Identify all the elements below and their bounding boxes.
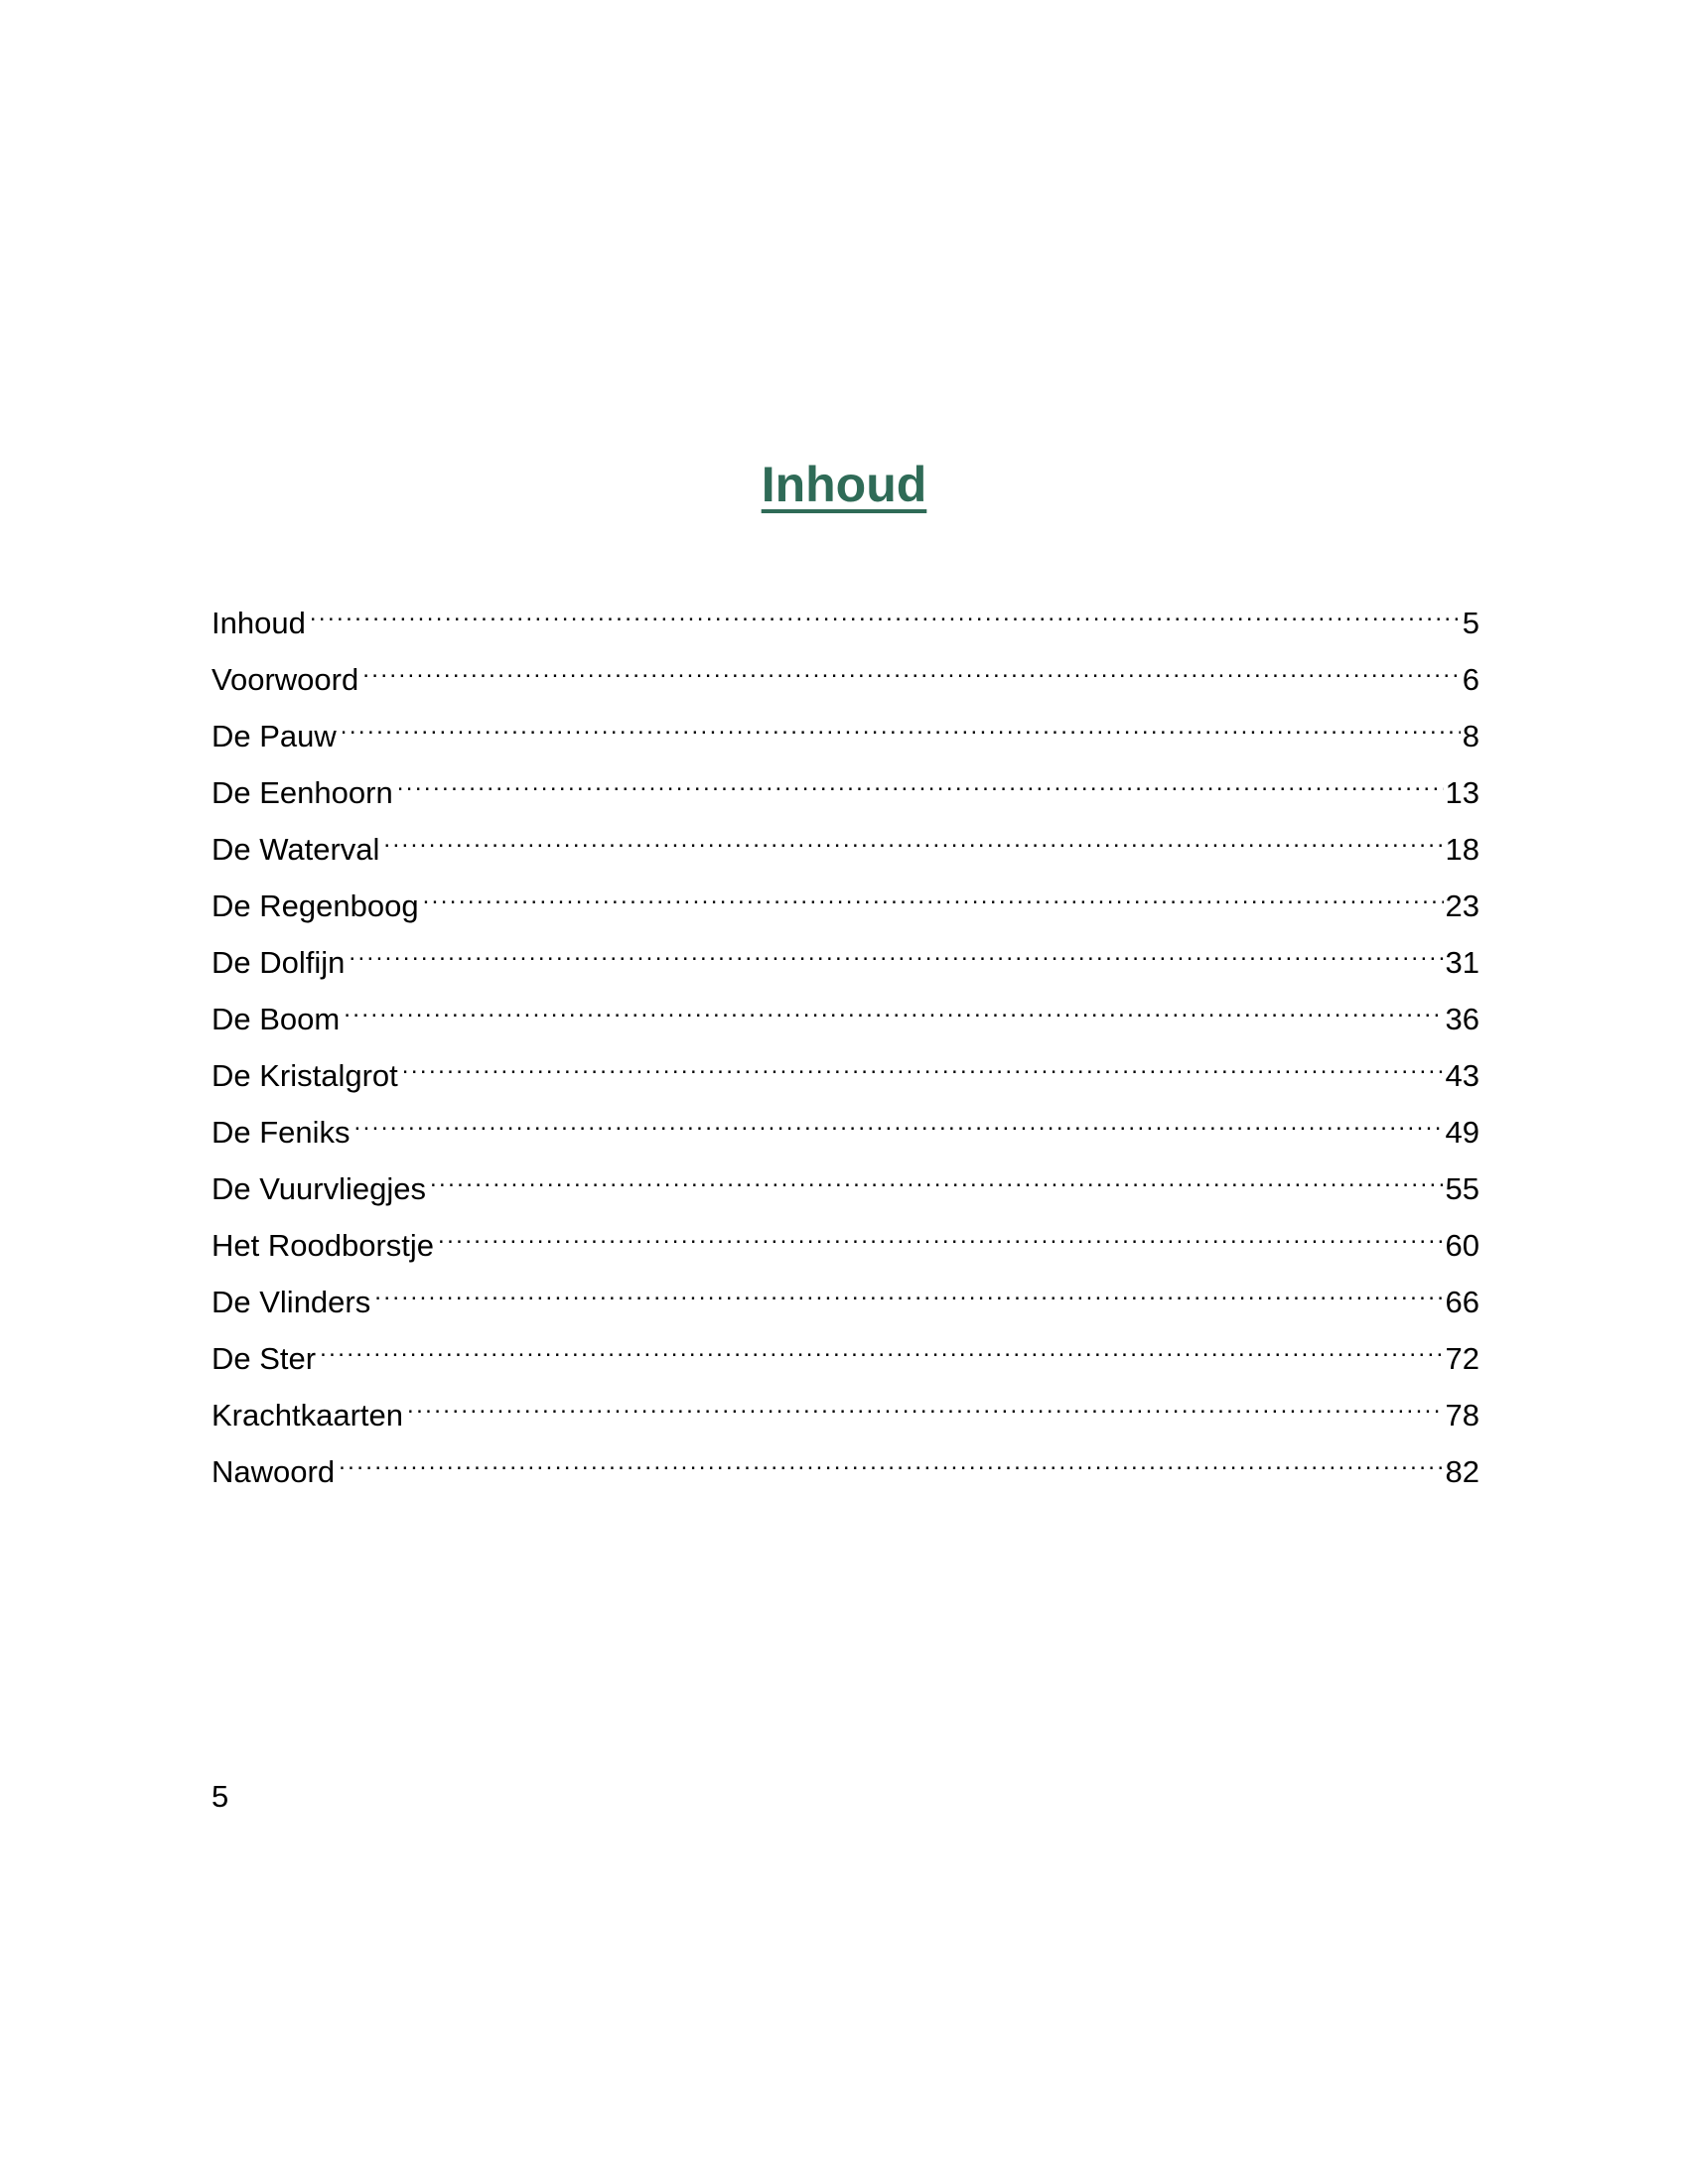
toc-dot-leader xyxy=(407,1386,1444,1426)
toc-entry-label: Inhoud xyxy=(211,606,306,640)
toc-entry[interactable] xyxy=(211,1329,1479,1386)
toc-entry-label: Krachtkaarten xyxy=(211,1398,403,1433)
toc-entry-page: 55 xyxy=(1445,1171,1479,1206)
page-title: Inhoud xyxy=(761,457,927,512)
toc-entry-page: 23 xyxy=(1445,888,1479,923)
toc-entry-label: De Dolfijn xyxy=(211,945,346,980)
toc-entry-page: 82 xyxy=(1445,1454,1479,1489)
toc-entry-page: 13 xyxy=(1445,775,1479,810)
toc-dot-leader xyxy=(310,594,1461,633)
toc-entry-label: De Pauw xyxy=(211,719,337,753)
toc-entry-label: De Waterval xyxy=(211,832,380,867)
toc-entry-label: De Feniks xyxy=(211,1115,351,1150)
toc-dot-leader xyxy=(339,1442,1443,1482)
toc-entry[interactable] xyxy=(211,1216,1479,1273)
toc-entry[interactable] xyxy=(211,650,1479,707)
toc-entry-label: Nawoord xyxy=(211,1454,336,1489)
toc-entry-label: De Eenhoorn xyxy=(211,775,393,810)
toc-entry-page: 60 xyxy=(1445,1228,1479,1263)
toc-entry-page: 5 xyxy=(1462,606,1479,640)
toc-entry[interactable] xyxy=(211,820,1479,877)
table-of-contents xyxy=(211,594,1479,1499)
toc-dot-leader xyxy=(349,933,1443,973)
toc-dot-leader xyxy=(344,990,1443,1029)
toc-dot-leader xyxy=(374,1273,1443,1312)
toc-entry-page: 66 xyxy=(1445,1285,1479,1319)
toc-entry-page: 72 xyxy=(1445,1341,1479,1376)
toc-dot-leader xyxy=(402,1046,1444,1086)
toc-dot-leader xyxy=(430,1160,1444,1199)
toc-entry-label: Voorwoord xyxy=(211,662,359,697)
toc-entry[interactable] xyxy=(211,1103,1479,1160)
toc-dot-leader xyxy=(320,1329,1443,1369)
toc-entry-page: 31 xyxy=(1445,945,1479,980)
toc-dot-leader xyxy=(383,820,1443,860)
toc-dot-leader xyxy=(362,650,1461,690)
toc-entry-page: 6 xyxy=(1462,662,1479,697)
toc-entry-label: Het Roodborstje xyxy=(211,1228,435,1263)
toc-entry-label: De Kristalgrot xyxy=(211,1058,398,1093)
toc-entry-page: 8 xyxy=(1462,719,1479,753)
toc-entry[interactable] xyxy=(211,933,1479,990)
toc-entry-page: 78 xyxy=(1445,1398,1479,1433)
toc-entry[interactable] xyxy=(211,1386,1479,1442)
toc-entry[interactable] xyxy=(211,1046,1479,1103)
toc-entry[interactable] xyxy=(211,990,1479,1046)
toc-entry[interactable] xyxy=(211,877,1479,933)
toc-entry-page: 49 xyxy=(1445,1115,1479,1150)
toc-dot-leader xyxy=(423,877,1444,916)
toc-entry-label: De Regenboog xyxy=(211,888,419,923)
toc-dot-leader xyxy=(438,1216,1444,1256)
toc-entry[interactable] xyxy=(211,1273,1479,1329)
footer-page-number: 5 xyxy=(211,1779,229,1814)
toc-dot-leader xyxy=(397,763,1444,803)
toc-dot-leader xyxy=(354,1103,1444,1143)
toc-entry-label: De Vlinders xyxy=(211,1285,371,1319)
toc-entry-page: 36 xyxy=(1445,1002,1479,1036)
toc-entry-label: De Vuurvliegjes xyxy=(211,1171,426,1206)
toc-entry-page: 43 xyxy=(1445,1058,1479,1093)
toc-entry-label: De Ster xyxy=(211,1341,317,1376)
toc-entry[interactable] xyxy=(211,763,1479,820)
toc-dot-leader xyxy=(341,707,1461,747)
toc-entry[interactable] xyxy=(211,1442,1479,1499)
toc-entry[interactable] xyxy=(211,1160,1479,1216)
toc-entry-label: De Boom xyxy=(211,1002,341,1036)
toc-entry[interactable] xyxy=(211,594,1479,650)
toc-entry[interactable] xyxy=(211,707,1479,763)
toc-entry-page: 18 xyxy=(1445,832,1479,867)
